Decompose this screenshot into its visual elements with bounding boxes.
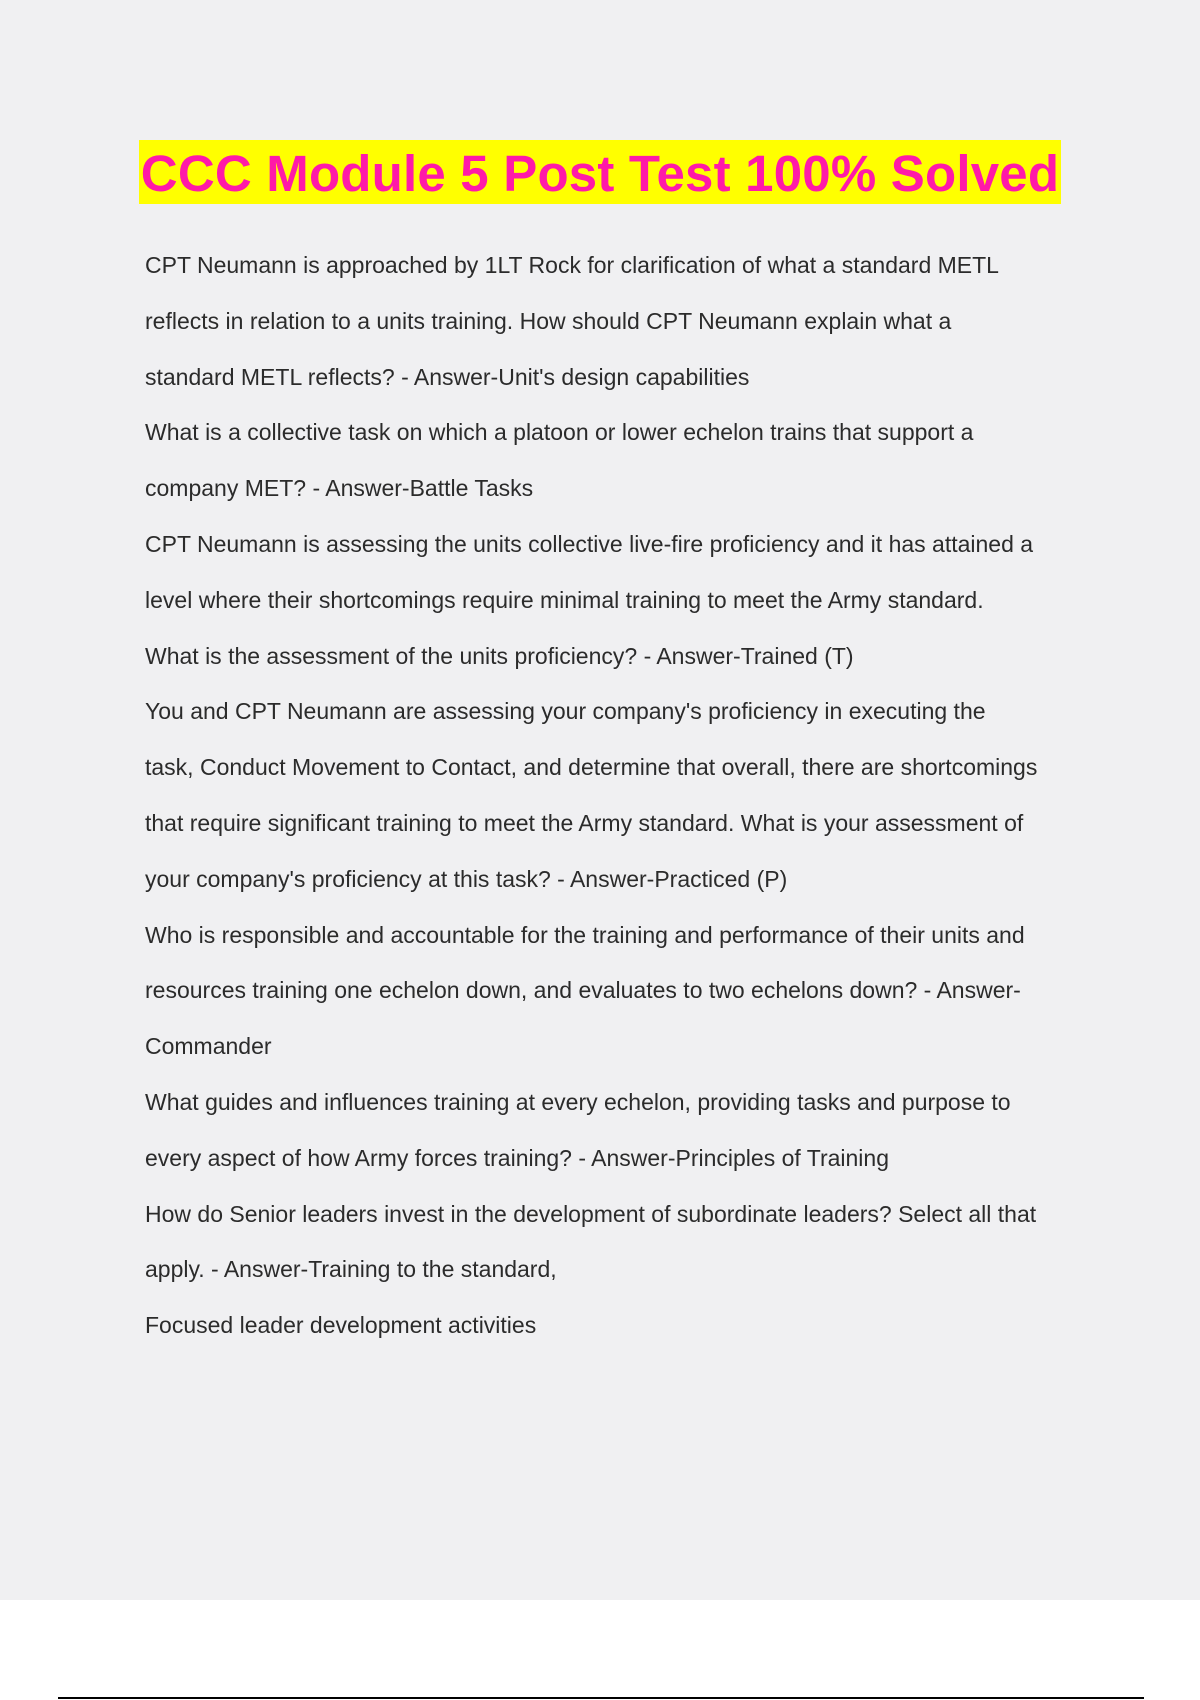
text-line-q1: CPT Neumann is approached by 1LT Rock for clarification of what a standard METL — [145, 252, 999, 278]
text-line-q7-answer: apply. - Answer-Training to the standard, — [145, 1256, 557, 1283]
text-line-q4: task, Conduct Movement to Contact, and determine that overall, there are shortcomings — [145, 754, 1038, 781]
text-line-q3: CPT Neumann is assessing the units collective live-fire proficiency and it has attained a — [145, 530, 1034, 557]
document-body — [145, 254, 1095, 1370]
text-line-q3: level where their shortcomings require minimal training to meet the Army standard. — [145, 586, 984, 613]
text-line-q4: You and CPT Neumann are assessing your company's proficiency in executing the — [145, 698, 986, 725]
text-line-q3-answer: What is the assessment of the units proficiency? - Answer-Trained (T) — [145, 642, 854, 669]
text-line-q2-answer: company MET? - Answer-Battle Tasks — [145, 475, 534, 502]
text-line-q5: Who is responsible and accountable for the training and performance of their units and — [145, 921, 1025, 948]
title-container — [0, 140, 1200, 204]
text-line-q4-answer: your company's proficiency at this task? - Answer-Practiced (P) — [145, 865, 788, 892]
text-line-q7-answer-cont: Focused leader development activities — [145, 1312, 537, 1339]
text-line-q4: that require significant training to meet the Army standard. What is your assessment of — [145, 809, 1024, 836]
text-line-q6: What guides and influences training at every echelon, providing tasks and purpose to — [145, 1088, 1011, 1115]
text-line-q5-answer: Commander — [145, 1033, 272, 1060]
document-title: CCC Module 5 Post Test 100% Solved — [139, 140, 1061, 204]
text-line-q6-answer: every aspect of how Army forces training? - Answer-Principles of Training — [145, 1144, 889, 1171]
text-line-q7: How do Senior leaders invest in the development of subordinate leaders? Select all that — [145, 1200, 1037, 1227]
text-line-q1-answer: standard METL reflects? - Answer-Unit's design capabilities — [145, 363, 750, 390]
footer-divider — [58, 1697, 1144, 1699]
text-line-q5: resources training one echelon down, and evaluates to two echelons down? - Answer- — [145, 977, 1021, 1004]
text-line-q2: What is a collective task on which a platoon or lower echelon trains that support a — [145, 419, 974, 446]
text-line-q1: reflects in relation to a units training. How should CPT Neumann explain what a — [145, 307, 952, 334]
